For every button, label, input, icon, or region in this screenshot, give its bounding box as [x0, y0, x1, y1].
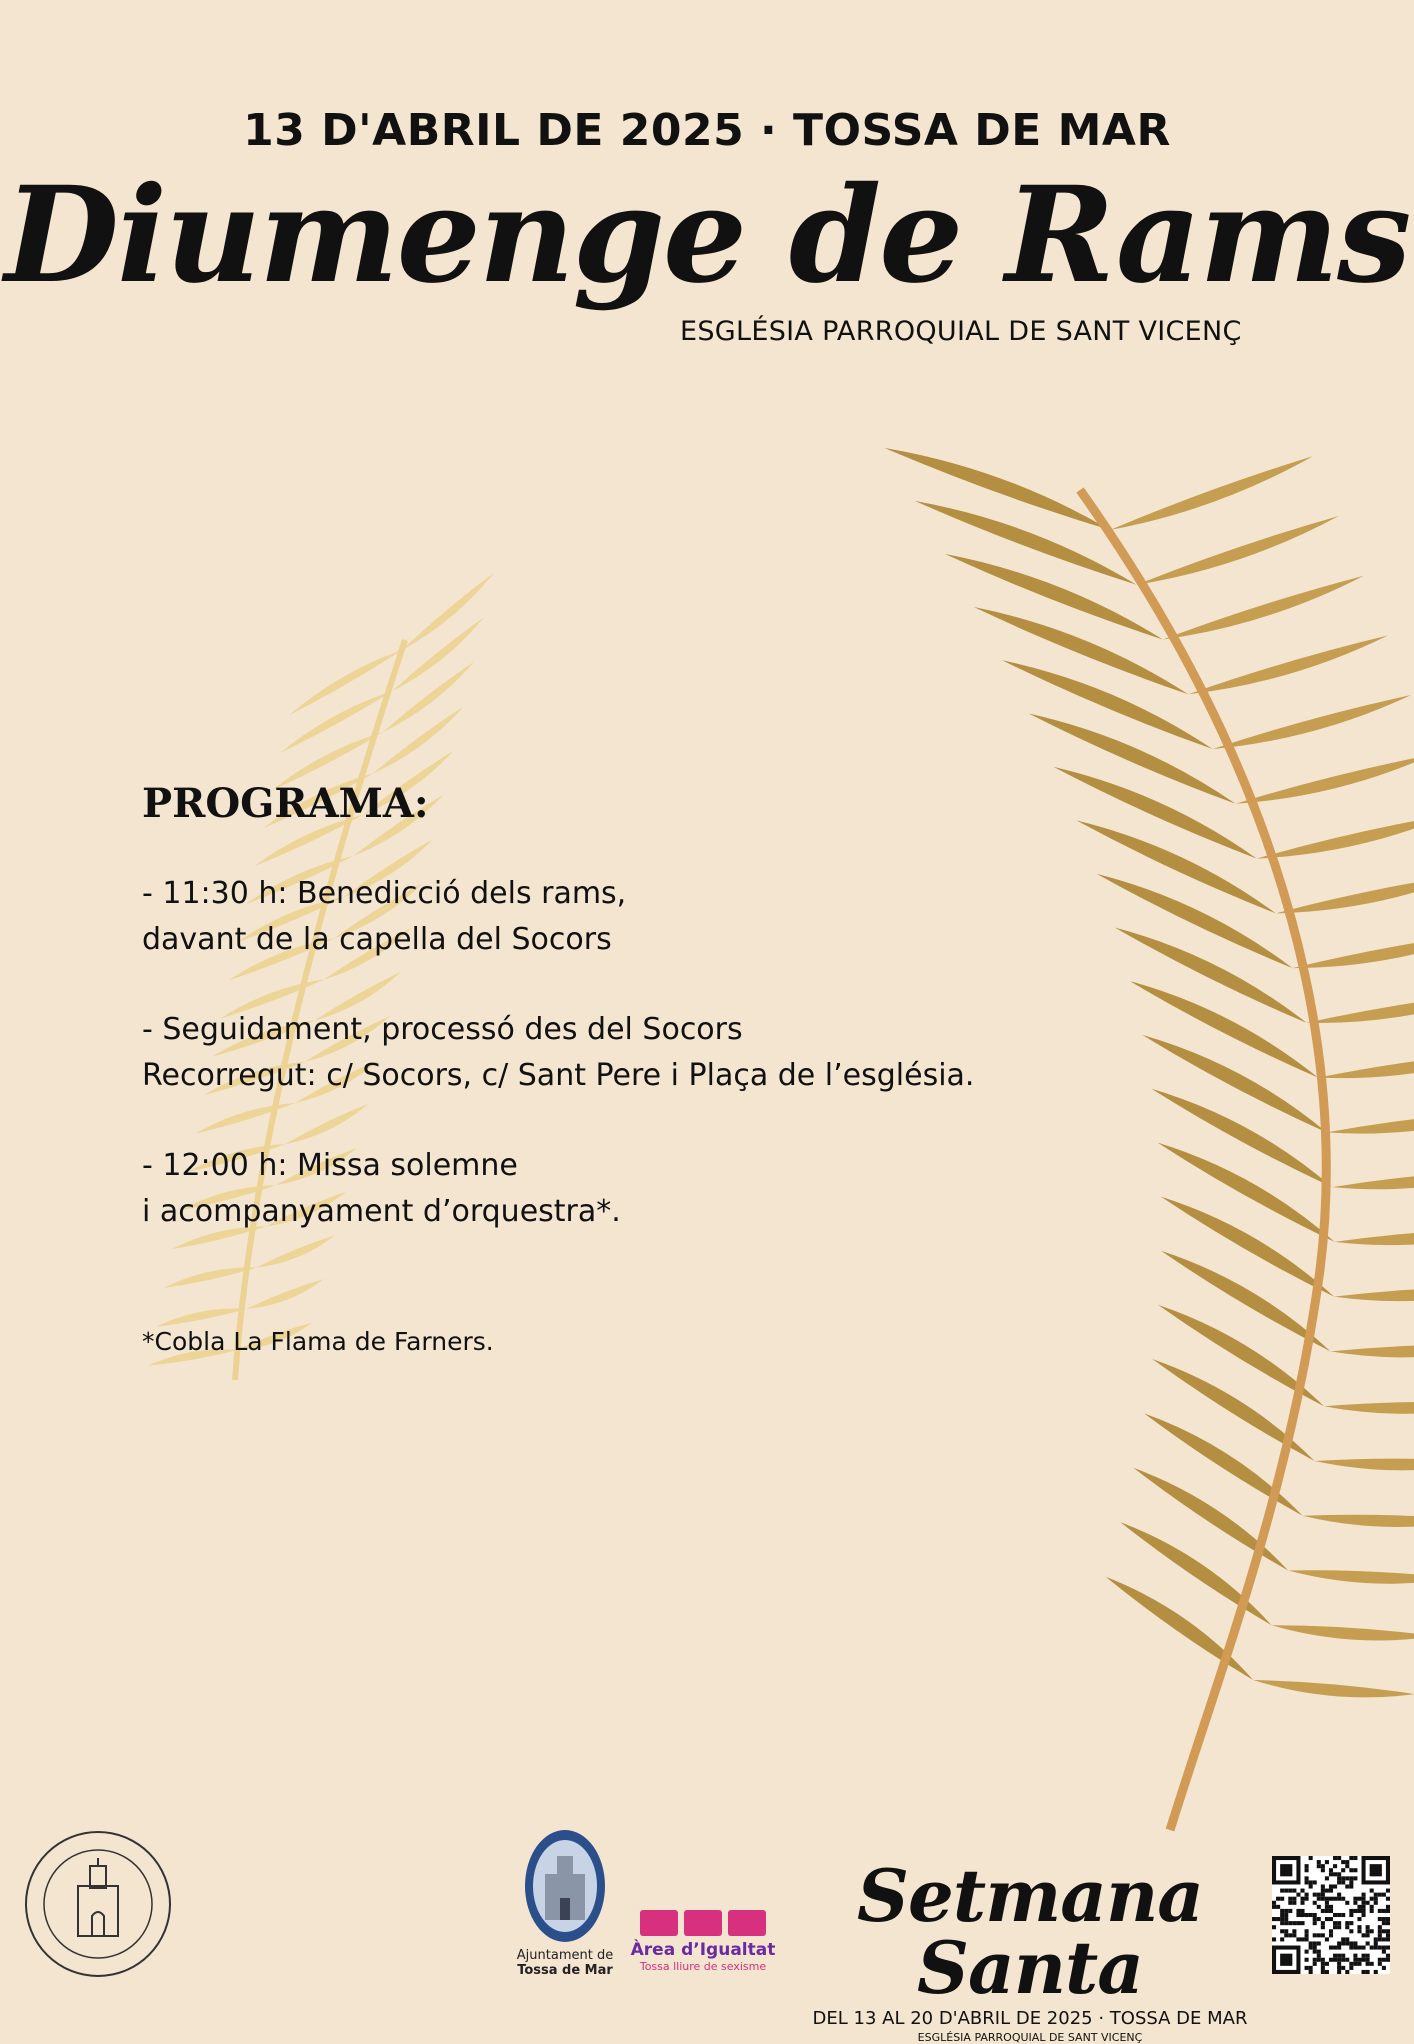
program-section	[142, 780, 1042, 1356]
setmana-church: ESGLÉSIA PARROQUIAL DE SANT VICENÇ	[917, 2031, 1143, 2044]
date-location: 13 D'ABRIL DE 2025 · TOSSA DE MAR	[243, 105, 1171, 156]
igualtat-icons	[628, 1910, 778, 1936]
igualtat-subtitle: Tossa lliure de sexisme	[639, 1960, 767, 1973]
setmana-santa-logo	[790, 1853, 1270, 2044]
setmana-dates: DEL 13 AL 20 D'ABRIL DE 2025 · TOSSA DE MAR	[812, 2008, 1248, 2029]
program-item-line: davant de la capella del Socors	[142, 922, 612, 957]
program-note: *Cobla La Flama de Farners.	[142, 1327, 494, 1356]
program-item-line: i acompanyament d’orquestra*.	[142, 1194, 621, 1229]
setmana-title: Setmana Santa	[857, 1853, 1203, 2010]
program-item	[142, 1143, 1042, 1235]
program-item	[142, 871, 1042, 963]
igualtat-symbol-icon	[640, 1910, 678, 1936]
igualtat-symbol-icon	[728, 1910, 766, 1936]
program-item-line: - 12:00 h: Missa solemne	[142, 1148, 518, 1183]
parish-seal-icon	[22, 1828, 174, 1980]
ajuntament-logo	[510, 1826, 620, 1996]
page-title: Diumenge de Rams	[4, 158, 1410, 313]
program-item	[142, 1007, 1042, 1099]
program-item-line: - 11:30 h: Benedicció dels rams,	[142, 876, 627, 911]
qr-code-icon	[1272, 1856, 1390, 1974]
program-item-line: Recorregut: c/ Socors, c/ Sant Pere i Plaça de l’església.	[142, 1058, 975, 1093]
footer	[0, 1810, 1414, 2044]
ajuntament-line2: Tossa de Mar	[517, 1963, 613, 1978]
program-item-line: - Seguidament, processó des del Socors	[142, 1012, 743, 1047]
igualtat-symbol-icon	[684, 1910, 722, 1936]
program-heading: PROGRAMA:	[142, 780, 429, 827]
igualtat-title: Àrea d’Igualtat	[630, 1940, 776, 1960]
ajuntament-line1: Ajuntament de	[516, 1948, 614, 1963]
igualtat-logo	[628, 1910, 778, 1973]
town-shield-icon	[523, 1826, 607, 1944]
church-subtitle: ESGLÉSIA PARROQUIAL DE SANT VICENÇ	[680, 316, 1242, 347]
